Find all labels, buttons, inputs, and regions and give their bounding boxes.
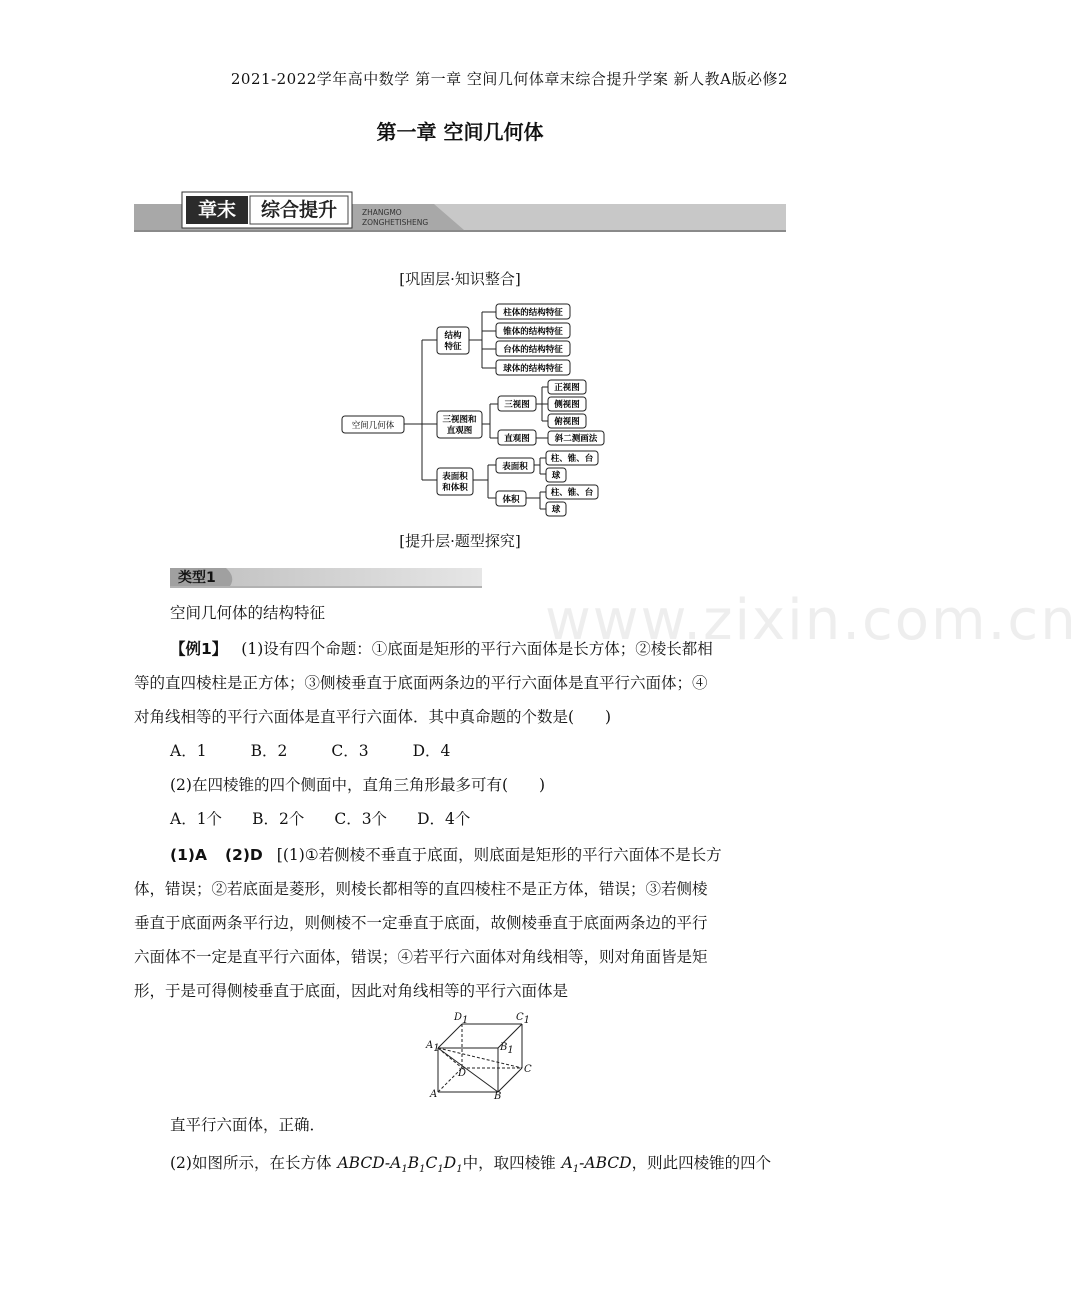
pyramid-name: $A_1$-ABCD xyxy=(561,1154,632,1176)
watermark: www.zixin.com.cn xyxy=(545,588,1078,653)
mindmap-item: 球 xyxy=(551,505,561,515)
mindmap-item: 球 xyxy=(551,471,561,481)
cuboid-figure xyxy=(424,1012,534,1108)
cuboid-name: ABCD-$A_1B_1C_1D_1$ xyxy=(337,1154,463,1176)
option-a: A．1个 xyxy=(170,810,223,828)
q1-options xyxy=(170,734,450,768)
mindmap-item: 柱体的结构特征 xyxy=(503,308,563,318)
answer-line-3: 垂直于底面两条平行边，则侧棱不一定垂直于底面，故侧棱垂直于底面两条边的平行 xyxy=(134,914,708,932)
mindmap-item: 柱、锥、台 xyxy=(550,488,594,498)
vertex-a1: $A_1$ xyxy=(426,1040,440,1054)
banner-pinyin-2: ZONGHETISHENG xyxy=(362,218,429,227)
branch-structure-label-2: 特征 xyxy=(444,342,462,352)
vertex-a: A xyxy=(430,1089,438,1100)
example-q2: (2)在四棱锥的四个侧面中，直角三角形最多可有( ) xyxy=(170,776,546,794)
option-d: D．4 xyxy=(412,742,451,760)
chapter-title: 第一章 空间几何体 xyxy=(376,120,544,144)
banner-label-zhangmo: 章末 xyxy=(197,199,236,221)
banner-pinyin-1: ZHANGMO xyxy=(362,208,402,217)
branch-area-label-1: 表面积 xyxy=(442,472,468,482)
option-a: A．1 xyxy=(170,742,207,760)
banner-label-zonghetisheng: 综合提升 xyxy=(260,199,337,221)
topic-heading: 空间几何体的结构特征 xyxy=(170,604,326,622)
answer-2: (2)D xyxy=(224,846,263,864)
type-banner xyxy=(170,566,482,588)
option-d: D．4个 xyxy=(417,810,471,828)
mindmap-item: 球体的结构特征 xyxy=(503,364,563,374)
q2-options xyxy=(170,802,470,836)
branch-views-label-2: 直观图 xyxy=(446,426,473,436)
option-c: C．3 xyxy=(331,742,369,760)
surface-area-node: 表面积 xyxy=(502,462,528,472)
answer-1: (1)A xyxy=(170,846,207,864)
answer-line-7: (2)如图所示，在长方体 ABCD-$A_1B_1C_1D_1$中，取四棱锥 $A_1$-ABCD，则此四棱锥的四个 xyxy=(170,1154,772,1176)
answer-line-2: 体，错误；②若底面是菱形，则棱长都相等的直四棱柱不是正方体，错误；③若侧棱 xyxy=(134,880,708,898)
mindmap-item: 俯视图 xyxy=(554,417,580,427)
example-line-3: 对角线相等的平行六面体是直平行六面体．其中真命题的个数是( ) xyxy=(134,708,612,726)
option-b: B．2 xyxy=(250,742,288,760)
vertex-b1: $B_1$ xyxy=(500,1042,514,1056)
example-line-2: 等的直四棱柱是正方体；③侧棱垂直于底面两条边的平行六面体是直平行六面体；④ xyxy=(134,674,708,692)
mindmap-item: 锥体的结构特征 xyxy=(503,327,563,337)
answer-line-4: 六面体不一定是直平行六面体，错误；④若平行六面体对角线相等，则对角面皆是矩 xyxy=(134,948,708,966)
branch-structure-label-1: 结构 xyxy=(444,331,462,341)
vertex-b: B xyxy=(494,1091,502,1102)
vertex-d: D xyxy=(458,1068,467,1079)
answer-text-1: [(1)①若侧棱不垂直于底面，则底面是矩形的平行六面体不是长方 xyxy=(276,846,722,864)
mindmap-item: 侧视图 xyxy=(554,400,580,410)
section-label-exploration: [提升层·题型探究] xyxy=(399,532,521,550)
document-header: 2021-2022学年高中数学 第一章 空间几何体章末综合提升学案 新人教A版必修2 xyxy=(230,70,788,88)
volume-node: 体积 xyxy=(502,495,520,505)
mindmap-item: 正视图 xyxy=(554,383,580,393)
branch-area-label-2: 和体积 xyxy=(442,483,468,493)
mindmap-item: 台体的结构特征 xyxy=(503,345,563,355)
mindmap-item: 柱、锥、台 xyxy=(550,454,594,464)
mindmap-item: 斜二测画法 xyxy=(554,434,598,444)
example-line-1 xyxy=(170,632,713,666)
vertex-c: C xyxy=(524,1064,532,1075)
branch-views-label-1: 三视图和 xyxy=(442,415,477,425)
answer-line-6: 直平行六面体，正确． xyxy=(170,1116,326,1134)
intuitive-view-node: 直观图 xyxy=(504,434,530,444)
type-label: 类型1 xyxy=(178,570,216,586)
answer-line-1 xyxy=(170,838,722,872)
option-c: C．3个 xyxy=(334,810,388,828)
vertex-c1: $C_1$ xyxy=(516,1012,531,1026)
knowledge-mindmap xyxy=(340,298,610,524)
section-label-consolidation: [巩固层·知识整合] xyxy=(399,270,521,288)
answer-line-5: 形，于是可得侧棱垂直于底面，因此对角线相等的平行六面体是 xyxy=(134,982,569,1000)
vertex-d1: $D_1$ xyxy=(454,1012,469,1026)
example-label: 【例1】 xyxy=(170,640,228,658)
three-views-node: 三视图 xyxy=(504,400,530,410)
mindmap-root: 空间几何体 xyxy=(351,421,395,431)
option-b: B．2个 xyxy=(252,810,305,828)
example-q1-text: (1)设有四个命题：①底面是矩形的平行六面体是长方体；②棱长都相 xyxy=(241,640,713,658)
chapter-summary-banner xyxy=(134,188,786,232)
